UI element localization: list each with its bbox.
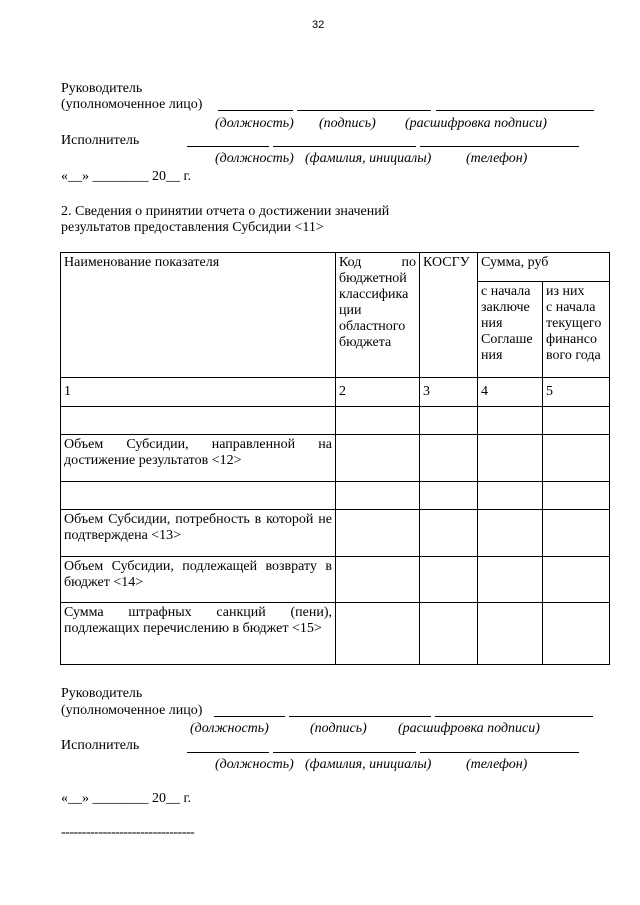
caption-position: (должность) [190, 721, 269, 736]
executor-position-line [187, 752, 269, 753]
caption-name: (фамилия, инициалы) [305, 151, 432, 166]
column-numbers-row [61, 378, 610, 407]
executor-position-line [187, 146, 269, 147]
table-row [61, 603, 610, 665]
col-number: 2 [336, 378, 420, 407]
caption-signature: (подпись) [310, 721, 367, 736]
executor-phone-line [420, 752, 579, 753]
executor-name-line [273, 752, 416, 753]
caption-name: (фамилия, инициалы) [305, 757, 432, 772]
section-heading-line2: результатов предоставления Субсидии <11> [61, 220, 324, 235]
table-row [61, 435, 610, 482]
position-line [218, 110, 293, 111]
caption-phone: (телефон) [466, 757, 528, 772]
decoding-line [436, 110, 594, 111]
caption-signature: (подпись) [319, 116, 376, 131]
col-number: 1 [61, 378, 336, 407]
head-label: Руководитель [61, 81, 143, 96]
col-number: 4 [478, 378, 543, 407]
authorized-person-label: (уполномоченное лицо) [61, 703, 203, 718]
header-kosgu: КОСГУ [420, 253, 478, 378]
position-line [214, 716, 285, 717]
header-since-agreement: с начала заключе ния Соглаше ния [478, 282, 543, 378]
executor-name-line [273, 146, 416, 147]
signature-line [297, 110, 431, 111]
caption-decoding: (расшифровка подписи) [398, 721, 540, 736]
header-sum: Сумма, руб [478, 253, 610, 282]
caption-position-2: (должность) [215, 757, 294, 772]
page-number: 32 [312, 19, 325, 31]
table-row [61, 557, 610, 603]
date-line: «__» ________ 20__ г. [61, 791, 192, 806]
head-label: Руководитель [61, 686, 143, 701]
table-row-empty [61, 407, 610, 435]
date-line: «__» ________ 20__ г. [61, 169, 192, 184]
row-label: Сумма штрафных санкций (пени), подлежащих перечислению в бюджет <15> [61, 603, 336, 665]
signature-line [289, 716, 431, 717]
caption-decoding: (расшифровка подписи) [405, 116, 547, 131]
table-row [61, 510, 610, 557]
header-indicator-name: Наименование показателя [61, 253, 336, 378]
caption-position: (должность) [215, 116, 294, 131]
header-current-year: из них с начала текущего финансо вого года [543, 282, 610, 378]
executor-label: Исполнитель [61, 133, 140, 148]
authorized-person-label: (уполномоченное лицо) [61, 97, 203, 112]
table-row-empty [61, 482, 610, 510]
decoding-line [435, 716, 593, 717]
header-budget-code: Код по бюджетной классифика ции областного бюджета [336, 253, 420, 378]
col-number: 5 [543, 378, 610, 407]
row-label: Объем Субсидии, потребность в которой не подтверждена <13> [61, 510, 336, 557]
section-heading-line1: 2. Сведения о принятии отчета о достижении значений [61, 204, 390, 219]
report-table [60, 252, 610, 665]
footnote-separator: -------------------------------- [61, 825, 195, 840]
executor-phone-line [420, 146, 579, 147]
executor-label: Исполнитель [61, 738, 140, 753]
caption-position-2: (должность) [215, 151, 294, 166]
caption-phone: (телефон) [466, 151, 528, 166]
col-number: 3 [420, 378, 478, 407]
row-label: Объем Субсидии, подлежащей возврату в бюджет <14> [61, 557, 336, 603]
row-label: Объем Субсидии, направленной на достижение результатов <12> [61, 435, 336, 482]
